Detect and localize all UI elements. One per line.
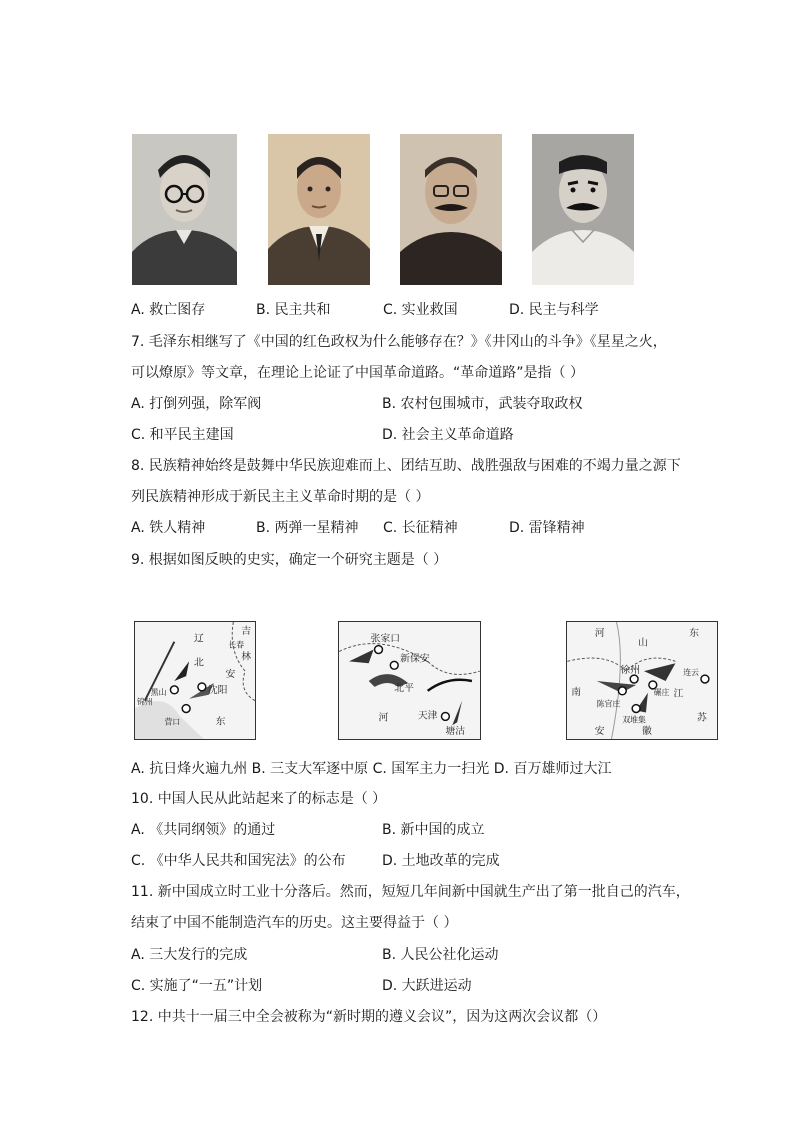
map1-label: 北 (194, 657, 204, 669)
map-pingjin-graphic (339, 622, 480, 739)
map2-label: 塘沽 (445, 726, 466, 738)
q10-option-a[interactable]: A. 《共同纲领》的通过 (131, 822, 276, 838)
q11-option-b[interactable]: B. 人民公社化运动 (382, 947, 499, 963)
q7-option-b[interactable]: B. 农村包围城市，武装夺取政权 (382, 396, 583, 412)
q8-stem-line2: 列民族精神形成于新民主主义革命时期的是（ ） (131, 489, 430, 505)
map2-label: 张家口 (370, 633, 401, 645)
map3-label: 东 (689, 627, 700, 639)
map2-label: 北平 (394, 682, 414, 694)
portrait-photo-3 (400, 134, 502, 285)
q7-stem-line2: 可以燎原》等文章，在理论上论证了中国革命道路。“革命道路”是指（ ） (131, 365, 584, 381)
map3-label: 碾庄 (653, 687, 670, 697)
map-huaihai (566, 621, 718, 740)
q10-stem: 10. 中国人民从此站起来了的标志是（ ） (131, 791, 387, 807)
map3-label: 山 (638, 637, 648, 649)
q7-option-c[interactable]: C. 和平民主建国 (131, 427, 234, 443)
portrait-man-mustache-icon (532, 134, 634, 285)
map2-label: 天津 (417, 710, 438, 722)
portrait-photo-4 (532, 134, 634, 285)
q9-options[interactable]: A. 抗日烽火遍九州 B. 三支大军逐中原 C. 国军主力一扫光 D. 百万雄师过大江 (131, 761, 612, 777)
map1-label: 辽 (194, 633, 204, 645)
map3-label: 双堆集 (622, 715, 646, 725)
portrait-photo-1 (132, 134, 237, 285)
q11-option-a[interactable]: A. 三大发行的完成 (131, 947, 248, 963)
map1-label: 吉 (241, 625, 252, 637)
map3-label: 徐州 (620, 665, 641, 677)
q8-option-d[interactable]: D. 雷锋精神 (509, 520, 585, 536)
map-liaoshen (134, 621, 256, 740)
q8-option-a[interactable]: A. 铁人精神 (131, 520, 206, 536)
q10-option-c[interactable]: C. 《中华人民共和国宪法》的公布 (131, 853, 346, 869)
map1-label: 营口 (164, 717, 181, 727)
portrait-man-mustache-glasses-icon (400, 134, 502, 285)
map1-label: 锦州 (136, 697, 153, 707)
q12-stem: 12. 中共十一届三中全会被称为“新时期的遵义会议”，因为这两次会议都（） (131, 1009, 607, 1025)
q10-option-d[interactable]: D. 土地改革的完成 (382, 853, 500, 869)
map1-label: 长春 (228, 640, 245, 650)
portrait-photo-2 (268, 134, 370, 285)
map3-label: 连云 (683, 668, 700, 678)
q6-option-b[interactable]: B. 民主共和 (256, 302, 331, 318)
q6-option-a[interactable]: A. 救亡图存 (131, 302, 206, 318)
portrait-man-round-glasses-icon (132, 134, 237, 285)
q11-option-d[interactable]: D. 大跃进运动 (382, 978, 472, 994)
map3-label: 江 (673, 688, 684, 700)
map3-label: 徽 (642, 726, 652, 738)
q8-option-b[interactable]: B. 两弹一星精神 (256, 520, 359, 536)
map-liaoshen-graphic (135, 622, 255, 739)
map-pingjin (338, 621, 481, 740)
map3-label: 南 (571, 686, 582, 698)
map-huaihai-graphic (567, 622, 717, 739)
q7-option-d[interactable]: D. 社会主义革命道路 (382, 427, 514, 443)
map3-label: 陈官庄 (596, 699, 621, 709)
q10-option-b[interactable]: B. 新中国的成立 (382, 822, 485, 838)
portrait-man-suit-icon (268, 134, 370, 285)
q11-stem-line1: 11. 新中国成立时工业十分落后。然而，短短几年间新中国就生产出了第一批自己的汽车， (131, 884, 690, 900)
map1-label: 东 (215, 716, 226, 728)
map2-label: 新保安 (400, 653, 430, 665)
q6-option-d[interactable]: D. 民主与科学 (509, 302, 599, 318)
map1-label: 黑山 (150, 687, 167, 697)
map2-label: 河 (378, 712, 389, 724)
map1-label: 林 (241, 651, 252, 663)
map1-label: 安 (225, 669, 236, 681)
map3-label: 安 (594, 726, 605, 738)
q7-option-a[interactable]: A. 打倒列强，除军阀 (131, 396, 262, 412)
q8-stem-line1: 8. 民族精神始终是鼓舞中华民族迎难而上、团结互助、战胜强敌与困难的不竭力量之源下 (131, 458, 681, 474)
map1-label: 沈阳 (207, 684, 228, 696)
q8-option-c[interactable]: C. 长征精神 (383, 520, 458, 536)
q7-stem-line1: 7. 毛泽东相继写了《中国的红色政权为什么能够存在？》《井冈山的斗争》《星星之火， (131, 334, 667, 350)
q9-stem: 9. 根据如图反映的史实，确定一个研究主题是（ ） (131, 552, 448, 568)
q11-option-c[interactable]: C. 实施了“一五”计划 (131, 978, 263, 994)
q6-option-c[interactable]: C. 实业救国 (383, 302, 458, 318)
map3-label: 苏 (697, 712, 707, 724)
map3-label: 河 (594, 627, 605, 639)
q11-stem-line2: 结束了中国不能制造汽车的历史。这主要得益于（ ） (131, 915, 458, 931)
